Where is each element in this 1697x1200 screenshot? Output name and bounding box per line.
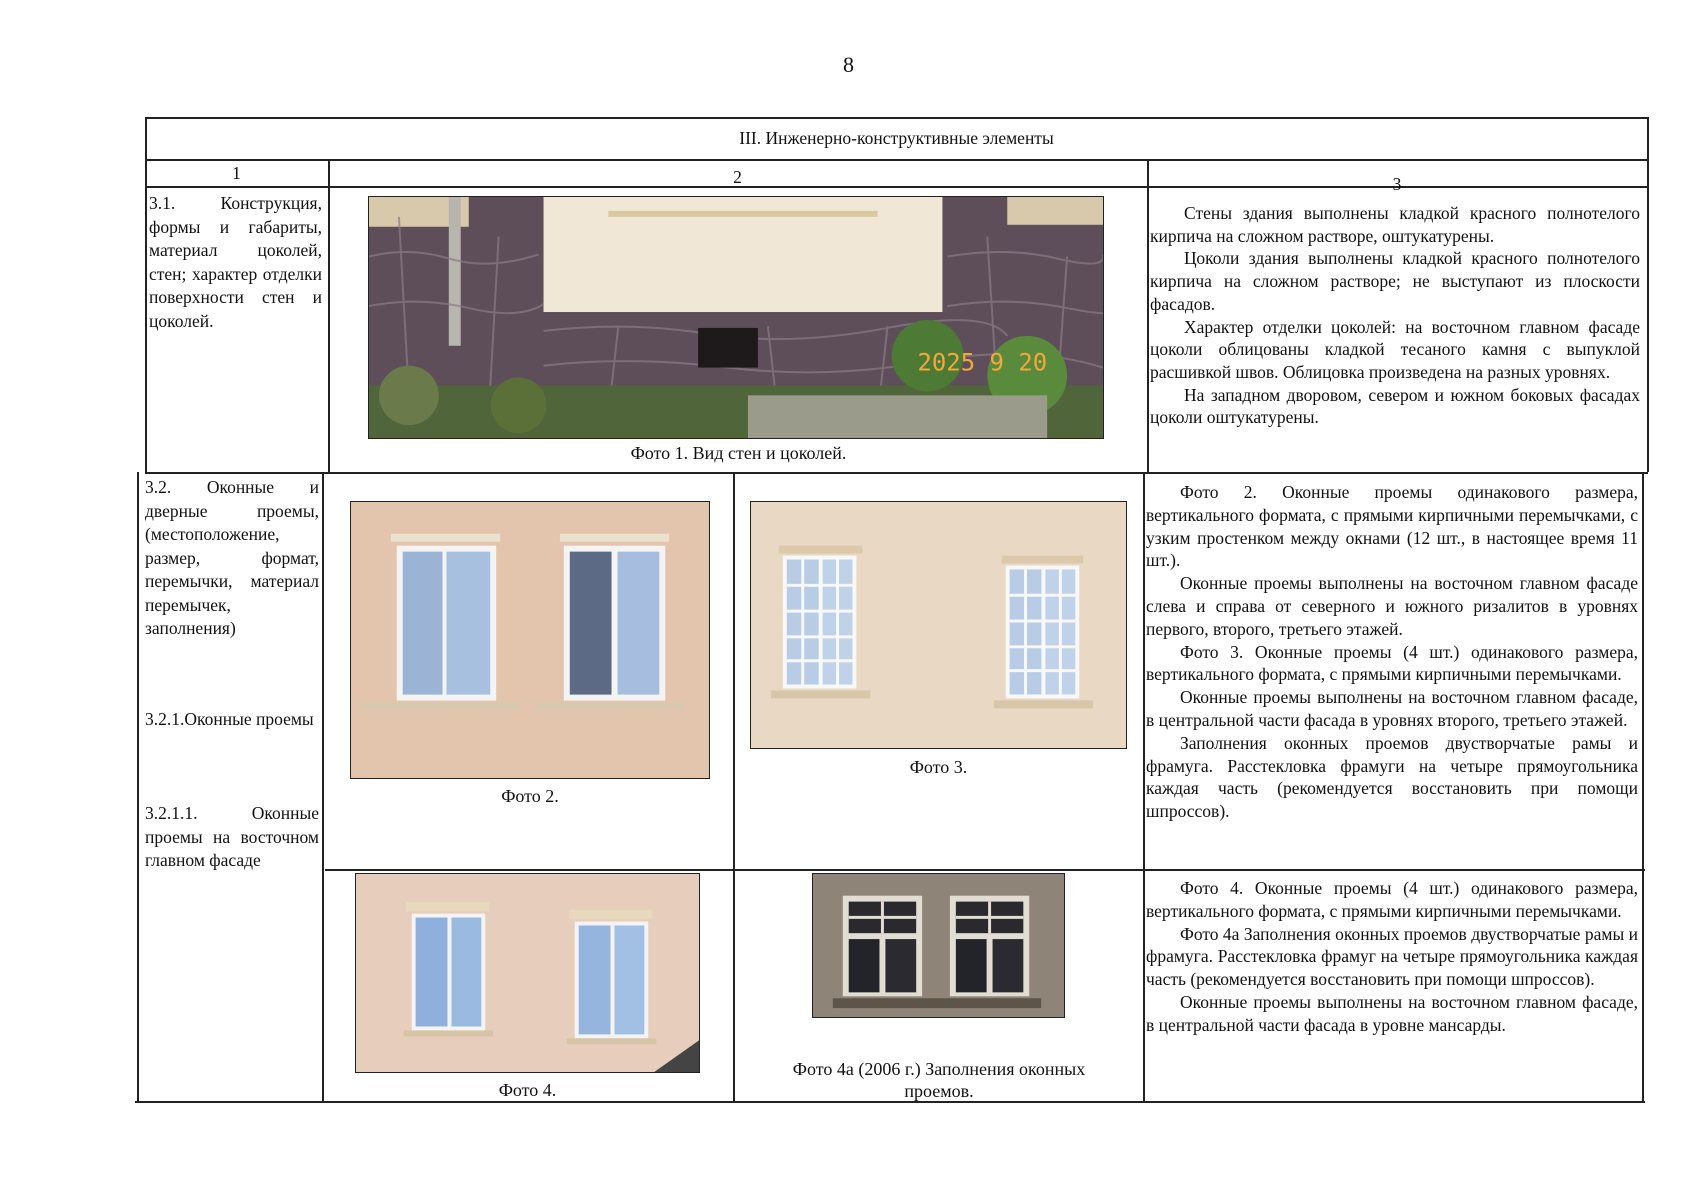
photo1-date-stamp: 2025 9 20 — [917, 348, 1048, 377]
col2-right-border — [1147, 159, 1149, 472]
page-number: 8 — [843, 52, 854, 77]
row2-description-p5: Заполнения оконных проемов двустворчатые рамы и фрамуга. Расстекловка фрамуги на четыре прямоугольника каждая часть (рекомендуется восстановить при помощи шпроссов). — [1146, 732, 1638, 822]
row2-description-p4: Оконные проемы выполнены на восточном главном фасаде, в центральной части фасада в уровнях второго, третьего этажей. — [1146, 687, 1638, 730]
row3-description — [1146, 877, 1638, 1037]
row2-description — [1146, 481, 1638, 823]
photo1-caption: Фото 1. Вид стен и цоколей. — [630, 443, 847, 463]
photo-4a — [812, 873, 1065, 1018]
row1-description-p4: На западном дворовом, севером и южном боковых фасадах цоколи оштукатурены. — [1150, 384, 1640, 428]
row2-divider — [325, 869, 1645, 871]
window-openings-label: 3.2.1.Оконные проемы — [145, 709, 314, 729]
table-right-border-lower — [1642, 472, 1644, 1102]
row2-item-label: 3.2. Оконные и дверные проемы, (местоположение, размер, формат, перемычки, материал перемычек, заполнения) — [145, 477, 319, 638]
row1-description-p2: Цоколи здания выполнены кладкой красного полнотелого кирпича на сложном растворе; не выступают из плоскости фасадов. — [1150, 248, 1640, 314]
table-right-border — [1647, 117, 1649, 472]
row1-description — [1150, 202, 1640, 429]
col1-right-border — [328, 159, 330, 472]
photo3-caption: Фото 3. — [909, 757, 968, 777]
column-number-1: 1 — [232, 163, 241, 183]
row1-description-p3: Характер отделки цоколей: на восточном главном фасаде цоколи облицованы кладкой тесаного камня с выпуклой расшивкой швов. Облицовка произведена на разных уровнях. — [1150, 316, 1640, 382]
photo4-caption: Фото 4. — [498, 1080, 557, 1100]
photo2-caption: Фото 2. — [501, 786, 559, 806]
row3-description-p1: Фото 4. Оконные проемы (4 шт.) одинакового размера, вертикального формата, с прямыми кирпичными перемычками. — [1146, 878, 1638, 921]
photo-column-divider — [733, 472, 735, 1102]
row3-description-p3: Оконные проемы выполнены на восточном главном фасаде, в центральной части фасада в уровне мансарды. — [1146, 991, 1638, 1035]
photo-2 — [350, 501, 710, 779]
section-title: III. Инженерно-конструктивные элементы — [739, 128, 1054, 148]
row1-divider — [145, 472, 1648, 474]
col2-right-border-lower — [1143, 472, 1145, 1102]
row3-description-p2: Фото 4а Заполнения оконных проемов двустворчатые рамы и фрамуга. Расстекловка фрамуг на четыре прямоугольника каждая часть (рекомендуется восстановить при помощи шпроссов). — [1146, 923, 1638, 990]
table-top-border — [145, 117, 1648, 119]
column-number-2: 2 — [733, 167, 742, 187]
header-divider — [145, 159, 1648, 161]
photo-1 — [368, 196, 1104, 439]
row2-description-p3: Фото 3. Оконные проемы (4 шт.) одинакового размера, вертикального формата, с прямыми кирпичными перемычками. — [1146, 641, 1638, 685]
row1-description-p1: Стены здания выполнены кладкой красного полнотелого кирпича на сложном растворе, оштукатурены. — [1150, 203, 1640, 246]
photo-4 — [355, 873, 700, 1073]
table-left-border-lower — [137, 472, 139, 1102]
column-number-3: 3 — [1392, 174, 1402, 194]
col1-right-border-lower — [322, 472, 324, 1102]
row1-item-label: 3.1. Конструкция, формы и габариты, материал цоколей, стен; характер отделки поверхности стен и цоколей. — [149, 193, 322, 331]
photo4a-caption: Фото 4а (2006 г.) Заполнения оконных проемов. — [792, 1059, 1086, 1101]
row2-description-p2: Оконные проемы выполнены на восточном главном фасаде слева и справа от северного и южного ризалитов в уровнях первого, второго, третьего этажей. — [1146, 573, 1638, 639]
photo-3 — [750, 501, 1127, 749]
east-facade-windows-label: 3.2.1.1. Оконные проемы на восточном главном фасаде — [145, 803, 319, 870]
row2-description-p1: Фото 2. Оконные проемы одинакового размера, вертикального формата, с прямыми кирпичными перемычками, с узким простенком между окнами (12 шт., в настоящее время 11 шт.). — [1146, 482, 1638, 571]
